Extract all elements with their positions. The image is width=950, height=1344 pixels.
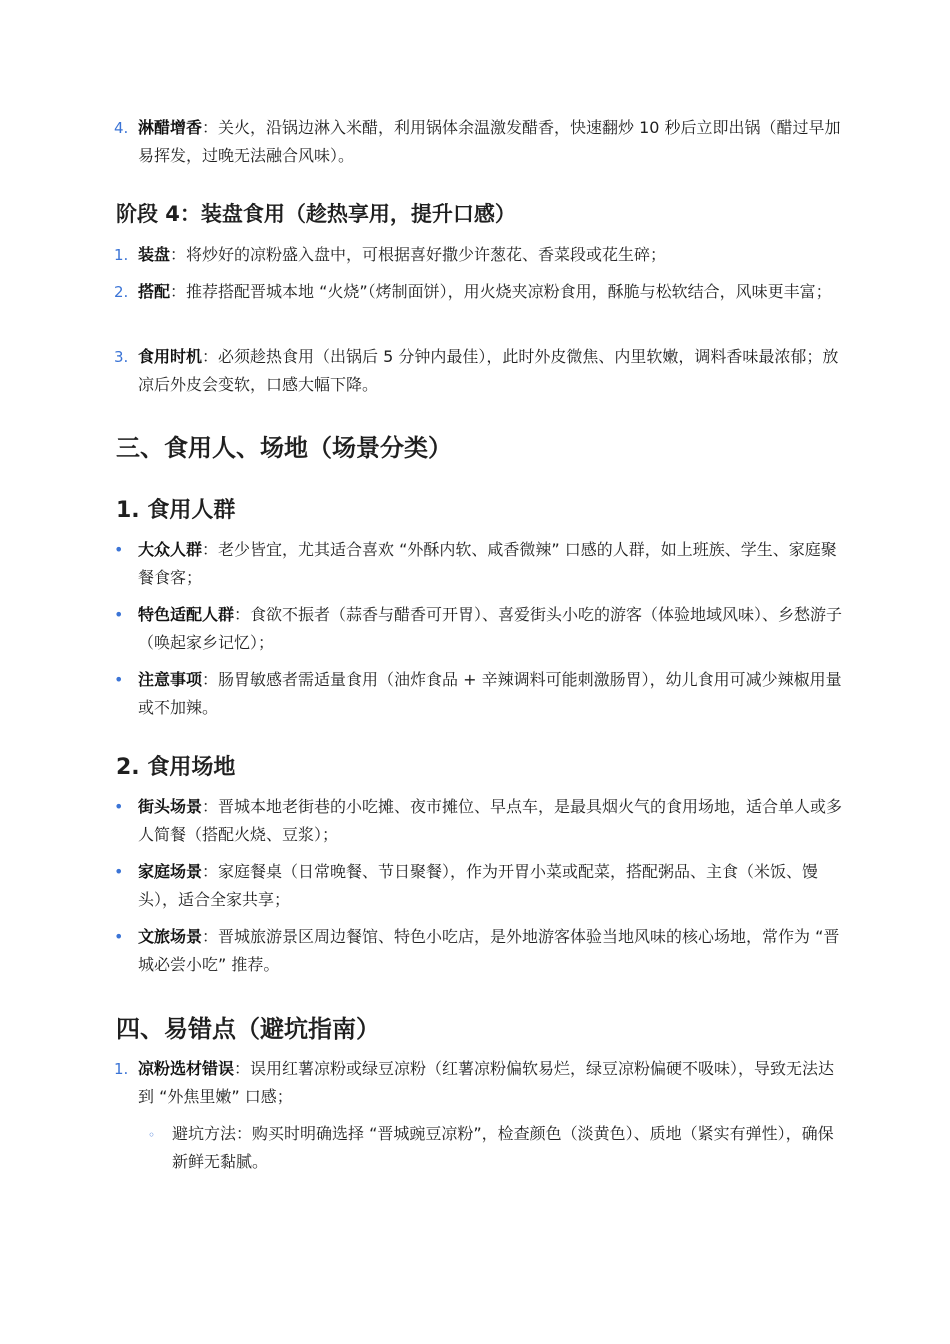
bullet-dot: •: [114, 670, 124, 689]
stage-4-heading: 阶段 4：装盘食用（趁热享用，提升口感）: [116, 202, 516, 226]
bullet-dot: •: [114, 540, 124, 559]
item-term: 食用时机: [138, 347, 203, 366]
bullet-dot: •: [114, 927, 124, 946]
list-marker: 2.: [114, 283, 129, 301]
item-term: 家庭场景: [138, 862, 203, 881]
list-item-tourism: [114, 923, 843, 979]
list-marker: 1.: [114, 246, 129, 264]
item-text: ：误用红薯凉粉或绿豆凉粉（红薯凉粉偏软易烂，绿豆凉粉偏硬不吸味），导致无法达到 “外焦里嫩” 口感；: [138, 1059, 835, 1106]
item-text: ：推荐搭配晋城本地 “火烧”（烤制面饼），用火烧夹凉粉食用，酥脆与松软结合，风味更丰富；: [170, 282, 832, 301]
bullet-dot: •: [114, 797, 124, 816]
hollow-bullet: ◦: [148, 1128, 156, 1142]
list-item-material-error: [114, 1055, 843, 1111]
item-term: 特色适配人群: [138, 605, 235, 624]
item-term: 大众人群: [138, 540, 203, 559]
list-marker: 3.: [114, 348, 129, 366]
bullet-dot: •: [114, 862, 124, 881]
list-item-general-public: [114, 536, 843, 592]
list-item-plating: [114, 241, 843, 269]
list-marker: 1.: [114, 1060, 129, 1078]
list-item-special-groups: [114, 601, 843, 657]
item-term: 搭配: [138, 282, 171, 301]
item-text: ：晋城本地老街巷的小吃摊、夜市摊位、早点车，是最具烟火气的食用场地，适合单人或多人简餐（搭配火烧、豆浆）；: [138, 797, 843, 844]
item-text: 避坑方法：购买时明确选择 “晋城豌豆凉粉”，检查颜色（淡黄色）、质地（紧实有弹性），确保新鲜无黏腻。: [172, 1124, 834, 1171]
section-3-heading: 三、食用人、场地（场景分类）: [116, 434, 452, 462]
people-heading: 1. 食用人群: [116, 498, 236, 523]
item-term: 街头场景: [138, 797, 203, 816]
item-text: ：关火，沿锅边淋入米醋，利用锅体余温激发醋香，快速翻炒 10 秒后立即出锅（醋过早加易挥发，过晚无法融合风味）。: [138, 118, 841, 165]
list-item-precautions: [114, 666, 843, 722]
section-4-heading: 四、易错点（避坑指南）: [116, 1015, 380, 1043]
bullet-dot: •: [114, 605, 124, 624]
item-term: 注意事项: [138, 670, 203, 689]
item-text: ：晋城旅游景区周边餐馆、特色小吃店，是外地游客体验当地风味的核心场地，常作为 “晋城必尝小吃” 推荐。: [138, 927, 840, 974]
item-text: ：肠胃敏感者需适量食用（油炸食品 + 辛辣调料可能刺激肠胃），幼儿食用可减少辣椒用量或不加辣。: [138, 670, 842, 717]
item-text: ：将炒好的凉粉盛入盘中，可根据喜好撒少许葱花、香菜段或花生碎；: [170, 245, 667, 264]
sub-item-avoidance: [148, 1120, 844, 1176]
item-term: 淋醋增香: [138, 118, 203, 137]
item-text: ：必须趁热食用（出锅后 5 分钟内最佳），此时外皮微焦、内里软嫩，调料香味最浓郁；放凉后外皮会变软，口感大幅下降。: [138, 347, 839, 394]
item-term: 文旅场景: [138, 927, 203, 946]
list-item-timing: [114, 343, 843, 399]
list-marker: 4.: [114, 119, 129, 137]
item-term: 装盘: [138, 245, 171, 264]
places-heading: 2. 食用场地: [116, 755, 236, 780]
list-item-family: [114, 858, 843, 914]
item-text: ：老少皆宜，尤其适合喜欢 “外酥内软、咸香微辣” 口感的人群，如上班族、学生、家庭聚餐食客；: [138, 540, 837, 587]
item-term: 凉粉选材错误: [138, 1059, 235, 1078]
item-text: ：家庭餐桌（日常晚餐、节日聚餐），作为开胃小菜或配菜，搭配粥品、主食（米饭、馒头），适合全家共享；: [138, 862, 819, 909]
list-item-pairing: [114, 278, 843, 306]
step-4-vinegar: [114, 114, 843, 170]
list-item-street: [114, 793, 843, 849]
item-text: ：食欲不振者（蒜香与醋香可开胃）、喜爱街头小吃的游客（体验地域风味）、乡愁游子（唤起家乡记忆）；: [138, 605, 843, 652]
